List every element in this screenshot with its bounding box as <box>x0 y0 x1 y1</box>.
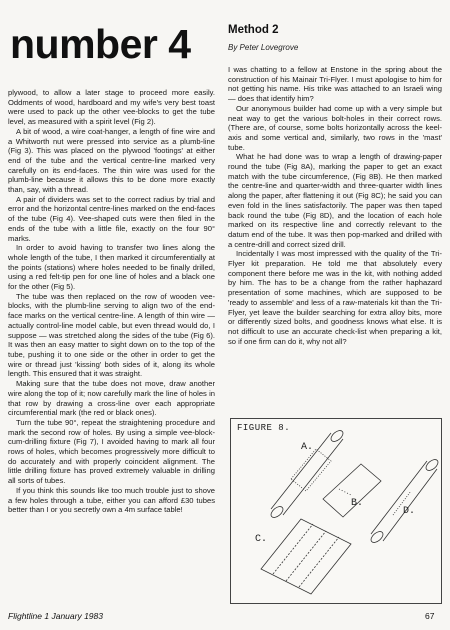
paragraph: In order to avoid having to transfer two lines along the whole length of the tube, I then marked it circumferentially at the points (stations) where holes needed to be finally drilled, using a red felt-tip pen for one line of holes and a black one for the other (Fig 5). <box>8 243 215 292</box>
left-column <box>8 88 215 515</box>
paragraph: A pair of dividers was set to the correct radius by trial and error and the horizontal centre-lines marked on the end-faces of the tube (Fig 4). Vee-shaped cuts were then filed in the ends of the tube with a little file, exactly on the four 90° marks. <box>8 194 215 243</box>
paragraph: The tube was then replaced on the row of wooden vee-blocks, with the plumb-line serving to align two of the end-face marks on the vertical centre-line. A length of thin wire — actually control-line model cable, but even thread would do, I suppose — was stretched along the sides of the tube (Fig 6). It was then an easy matter to sight down on to the top of the tube, pushing it to one side or the other in order to get the wire or thread just 'kissing' both sides of it, along its whole length. This ensured that it was straight. <box>8 291 215 379</box>
headline: number 4 <box>10 21 191 67</box>
label-d: D. <box>403 506 416 517</box>
right-column <box>228 65 442 346</box>
paper-c-drawing <box>261 519 351 594</box>
page-number: 67 <box>425 611 435 621</box>
label-a: A. <box>301 442 314 453</box>
figure-title: FIGURE 8. <box>237 423 291 433</box>
paragraph: Turn the tube 90°, repeat the straightening procedure and mark the second row of holes. By using a simple vee-block-cum-drilling fixture (Fig 7), I avoided having to mark all four rows of holes, which becomes progressively more difficult to do accurately and with properly coincident alignment. The little drilling fixture has proved extremely valuable in drilling all sorts of tubes. <box>8 417 215 486</box>
paragraph: A bit of wood, a wire coat-hanger, a length of fine wire and a Whitworth nut were pressed into service as a plumb-line (Fig 3). This was placed on the plywood 'footings' at either end of the tube and the vertical centre-line marked very carefully on its end-faces. The thin wire was used for the plumb-line because it allows this to be done more exactly than, say, with a thread. <box>8 126 215 195</box>
figure-8 <box>230 418 442 604</box>
paragraph: I was chatting to a fellow at Enstone in the spring about the construction of his Mainair Tri-Flyer. I must apologise to him for not getting his name. His trike was attached to an Israeli wing — does that identify him? <box>228 65 442 104</box>
paragraph: What he had done was to wrap a length of drawing-paper round the tube (Fig 8A), marking the paper to get an exact match with the tube circumference, (Fig 8B). He then marked the centre-line and quarter-width and three-quarter width lines along the paper, after flattening it out (Fig 8C); he said you can even fold in the lines satisfactorily. The paper was then taped back round the tube (Fig 8D), and the location of each hole marked on its respective line and correctly relevant to the datum end of the tube. It was then pop-marked and drilled with a centre-drill and correct sized drill. <box>228 152 442 249</box>
paper-b-drawing <box>323 464 381 517</box>
figure-8-drawing <box>231 419 443 605</box>
publication-footer: Flightline 1 January 1983 <box>8 611 103 621</box>
paragraph: Making sure that the tube does not move, draw another wire along the top of it; now carefully mark the line of holes in that row by drawing a cross-line over each appropriate circumferential mark (the red or black ones). <box>8 379 215 418</box>
paragraph: If you think this sounds like too much trouble just to shove a few holes through a tube, either you can afford £30 tubes better than I or you secretly own a 4m surface table! <box>8 485 215 515</box>
section-title: Method 2 <box>228 24 279 36</box>
paragraph: Incidentally I was most impressed with the quality of the Tri-Flyer kit preparation. He told me that absolutely every component there before me was in the kit, with nothing added by him. The has to be a change from the rather haphazard presentation of some machines, which are supposed to be 'ready to assemble' and less of a raw-materials kit than the Tri-Flyer, yet leave the builder searching for extra alloy bits, more or differently sized bolts, and goodness knows what else. It is not difficult to use an accurate check-list when preparing a kit, so if one firm can do it, why not all? <box>228 249 442 346</box>
label-b: B. <box>351 498 364 509</box>
label-c: C. <box>255 534 268 545</box>
byline: By Peter Lovegrove <box>228 43 299 52</box>
paragraph: Our anonymous builder had come up with a very simple but neat way to get the various bolt-holes in their correct rows. (There are, of course, some bolts horizontally across the keel-axis and some vertical and, similarly, two rows in the 'mast' tube. <box>228 103 442 152</box>
tube-d-drawing <box>369 457 440 544</box>
paragraph: plywood, to allow a later stage to proceed more easily. Oddments of wood, hardboard and my wife's very best toast were used to pack up the other vee-blocks to get the tube level, as measured with a spirit level (Fig 2). <box>8 88 215 127</box>
